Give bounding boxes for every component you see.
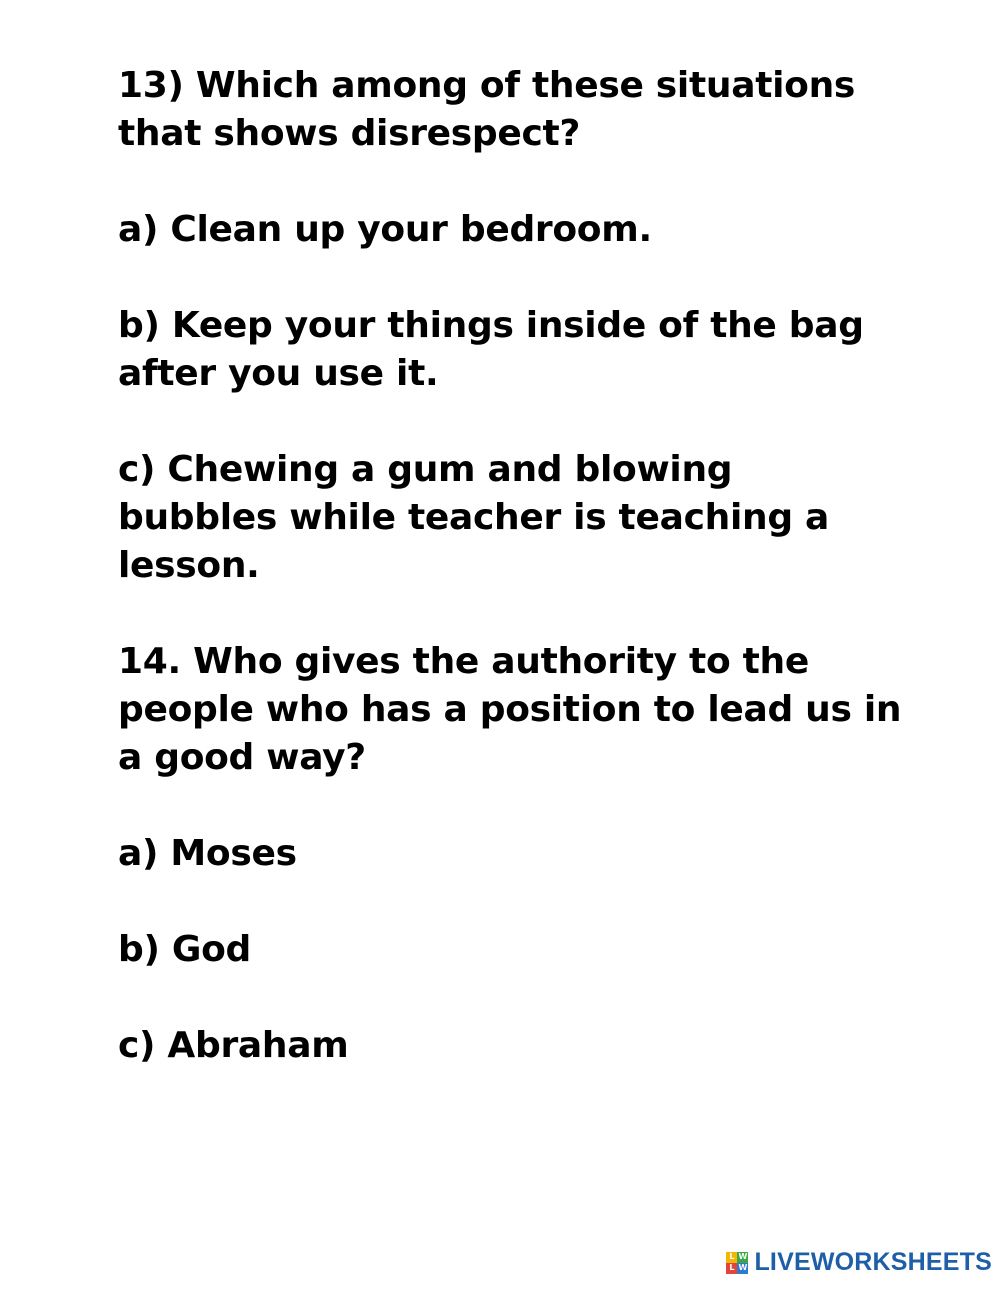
liveworksheets-branding — [726, 1248, 992, 1277]
question-13 — [118, 62, 898, 590]
question-14 — [118, 638, 902, 1070]
question-14-option-c: c) Abraham — [118, 1025, 349, 1066]
question-14-option-a: a) Moses — [118, 833, 297, 874]
logo-tile: L — [726, 1263, 737, 1274]
worksheet-content — [118, 62, 902, 1070]
question-14-text-line: a good way? — [118, 737, 366, 778]
liveworksheets-logo-icon — [726, 1252, 748, 1274]
question-13-text-line: 13) Which among of these situations — [118, 65, 856, 106]
question-14-text-line: people who has a position to lead us in — [118, 689, 902, 730]
question-14-text-line: 14. Who gives the authority to the — [118, 641, 809, 682]
question-13-text-line: that shows disrespect? — [118, 113, 581, 154]
question-14-option-b: b) God — [118, 929, 252, 970]
question-13-option-c-continued: bubbles while teacher is teaching a — [118, 497, 830, 538]
liveworksheets-wordmark: LIVEWORKSHEETS — [754, 1248, 992, 1276]
question-13-option-a: a) Clean up your bedroom. — [118, 209, 652, 250]
logo-tile: L — [726, 1252, 737, 1263]
question-13-option-b: b) Keep your things inside of the bag — [118, 305, 864, 346]
question-13-option-c: c) Chewing a gum and blowing — [118, 449, 733, 490]
question-13-option-b-continued: after you use it. — [118, 353, 439, 394]
logo-tile: W — [738, 1252, 748, 1261]
logo-tile: W — [738, 1263, 748, 1272]
question-13-option-c-continued: lesson. — [118, 545, 260, 586]
